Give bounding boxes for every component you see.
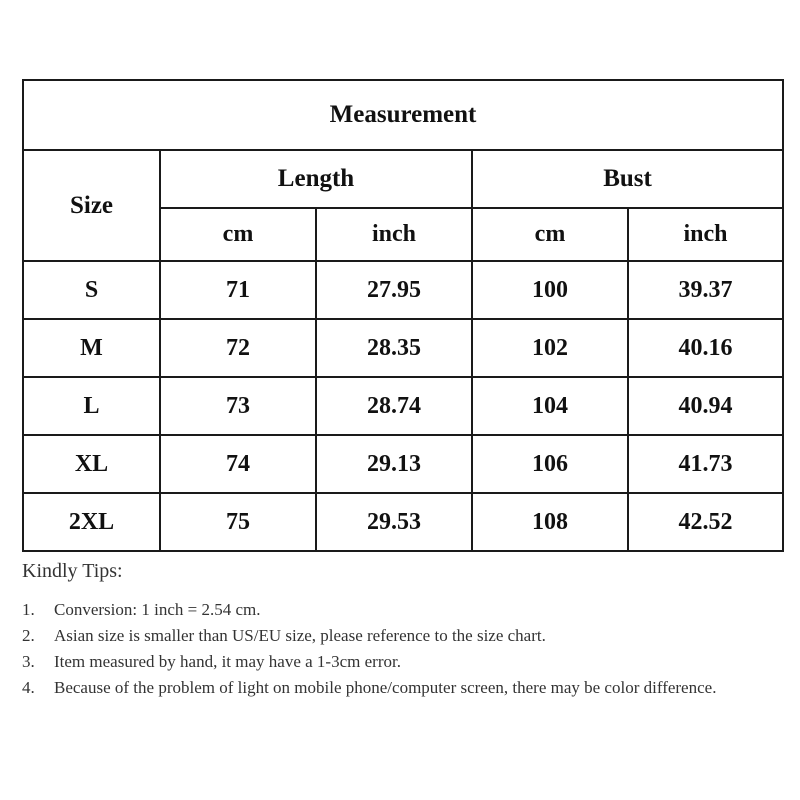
table-title: Measurement <box>23 80 783 150</box>
table-row <box>23 261 783 319</box>
tip-number: 4. <box>22 678 35 697</box>
bust-cm-cell: 102 <box>472 319 628 377</box>
length-header: Length <box>160 150 472 208</box>
bust-inch-header: inch <box>628 208 783 261</box>
size-header: Size <box>23 150 160 261</box>
table-row <box>23 435 783 493</box>
bust-header: Bust <box>472 150 783 208</box>
tip-number: 3. <box>22 652 35 671</box>
length-inch-cell: 29.13 <box>316 435 472 493</box>
length-inch-cell: 27.95 <box>316 261 472 319</box>
length-inch-cell: 28.35 <box>316 319 472 377</box>
tip-text: Asian size is smaller than US/EU size, please reference to the size chart. <box>54 626 546 645</box>
size-chart-table <box>22 79 784 552</box>
tips-list <box>22 597 792 701</box>
length-cm-cell: 75 <box>160 493 316 551</box>
tip-item <box>22 675 792 701</box>
bust-cm-cell: 100 <box>472 261 628 319</box>
bust-inch-cell: 39.37 <box>628 261 783 319</box>
tip-text: Conversion: 1 inch = 2.54 cm. <box>54 600 261 619</box>
bust-inch-cell: 40.94 <box>628 377 783 435</box>
bust-cm-cell: 104 <box>472 377 628 435</box>
size-cell: L <box>23 377 160 435</box>
table-row <box>23 377 783 435</box>
size-cell: M <box>23 319 160 377</box>
length-cm-cell: 73 <box>160 377 316 435</box>
tip-text: Item measured by hand, it may have a 1-3cm error. <box>54 652 401 671</box>
size-cell: 2XL <box>23 493 160 551</box>
length-cm-header: cm <box>160 208 316 261</box>
length-inch-header: inch <box>316 208 472 261</box>
tip-item <box>22 649 792 675</box>
length-inch-cell: 29.53 <box>316 493 472 551</box>
bust-inch-cell: 41.73 <box>628 435 783 493</box>
tip-item <box>22 597 792 623</box>
length-cm-cell: 74 <box>160 435 316 493</box>
size-cell: S <box>23 261 160 319</box>
bust-cm-cell: 108 <box>472 493 628 551</box>
table-row <box>23 319 783 377</box>
tip-number: 2. <box>22 626 35 645</box>
bust-cm-cell: 106 <box>472 435 628 493</box>
tips-section <box>22 560 792 701</box>
length-cm-cell: 71 <box>160 261 316 319</box>
length-cm-cell: 72 <box>160 319 316 377</box>
bust-inch-cell: 42.52 <box>628 493 783 551</box>
tip-text: Because of the problem of light on mobile phone/computer screen, there may be color difference. <box>54 678 717 697</box>
tips-title: Kindly Tips: <box>22 560 123 582</box>
tip-item <box>22 623 792 649</box>
bust-cm-header: cm <box>472 208 628 261</box>
tip-number: 1. <box>22 600 35 619</box>
length-inch-cell: 28.74 <box>316 377 472 435</box>
size-cell: XL <box>23 435 160 493</box>
table-row <box>23 493 783 551</box>
bust-inch-cell: 40.16 <box>628 319 783 377</box>
